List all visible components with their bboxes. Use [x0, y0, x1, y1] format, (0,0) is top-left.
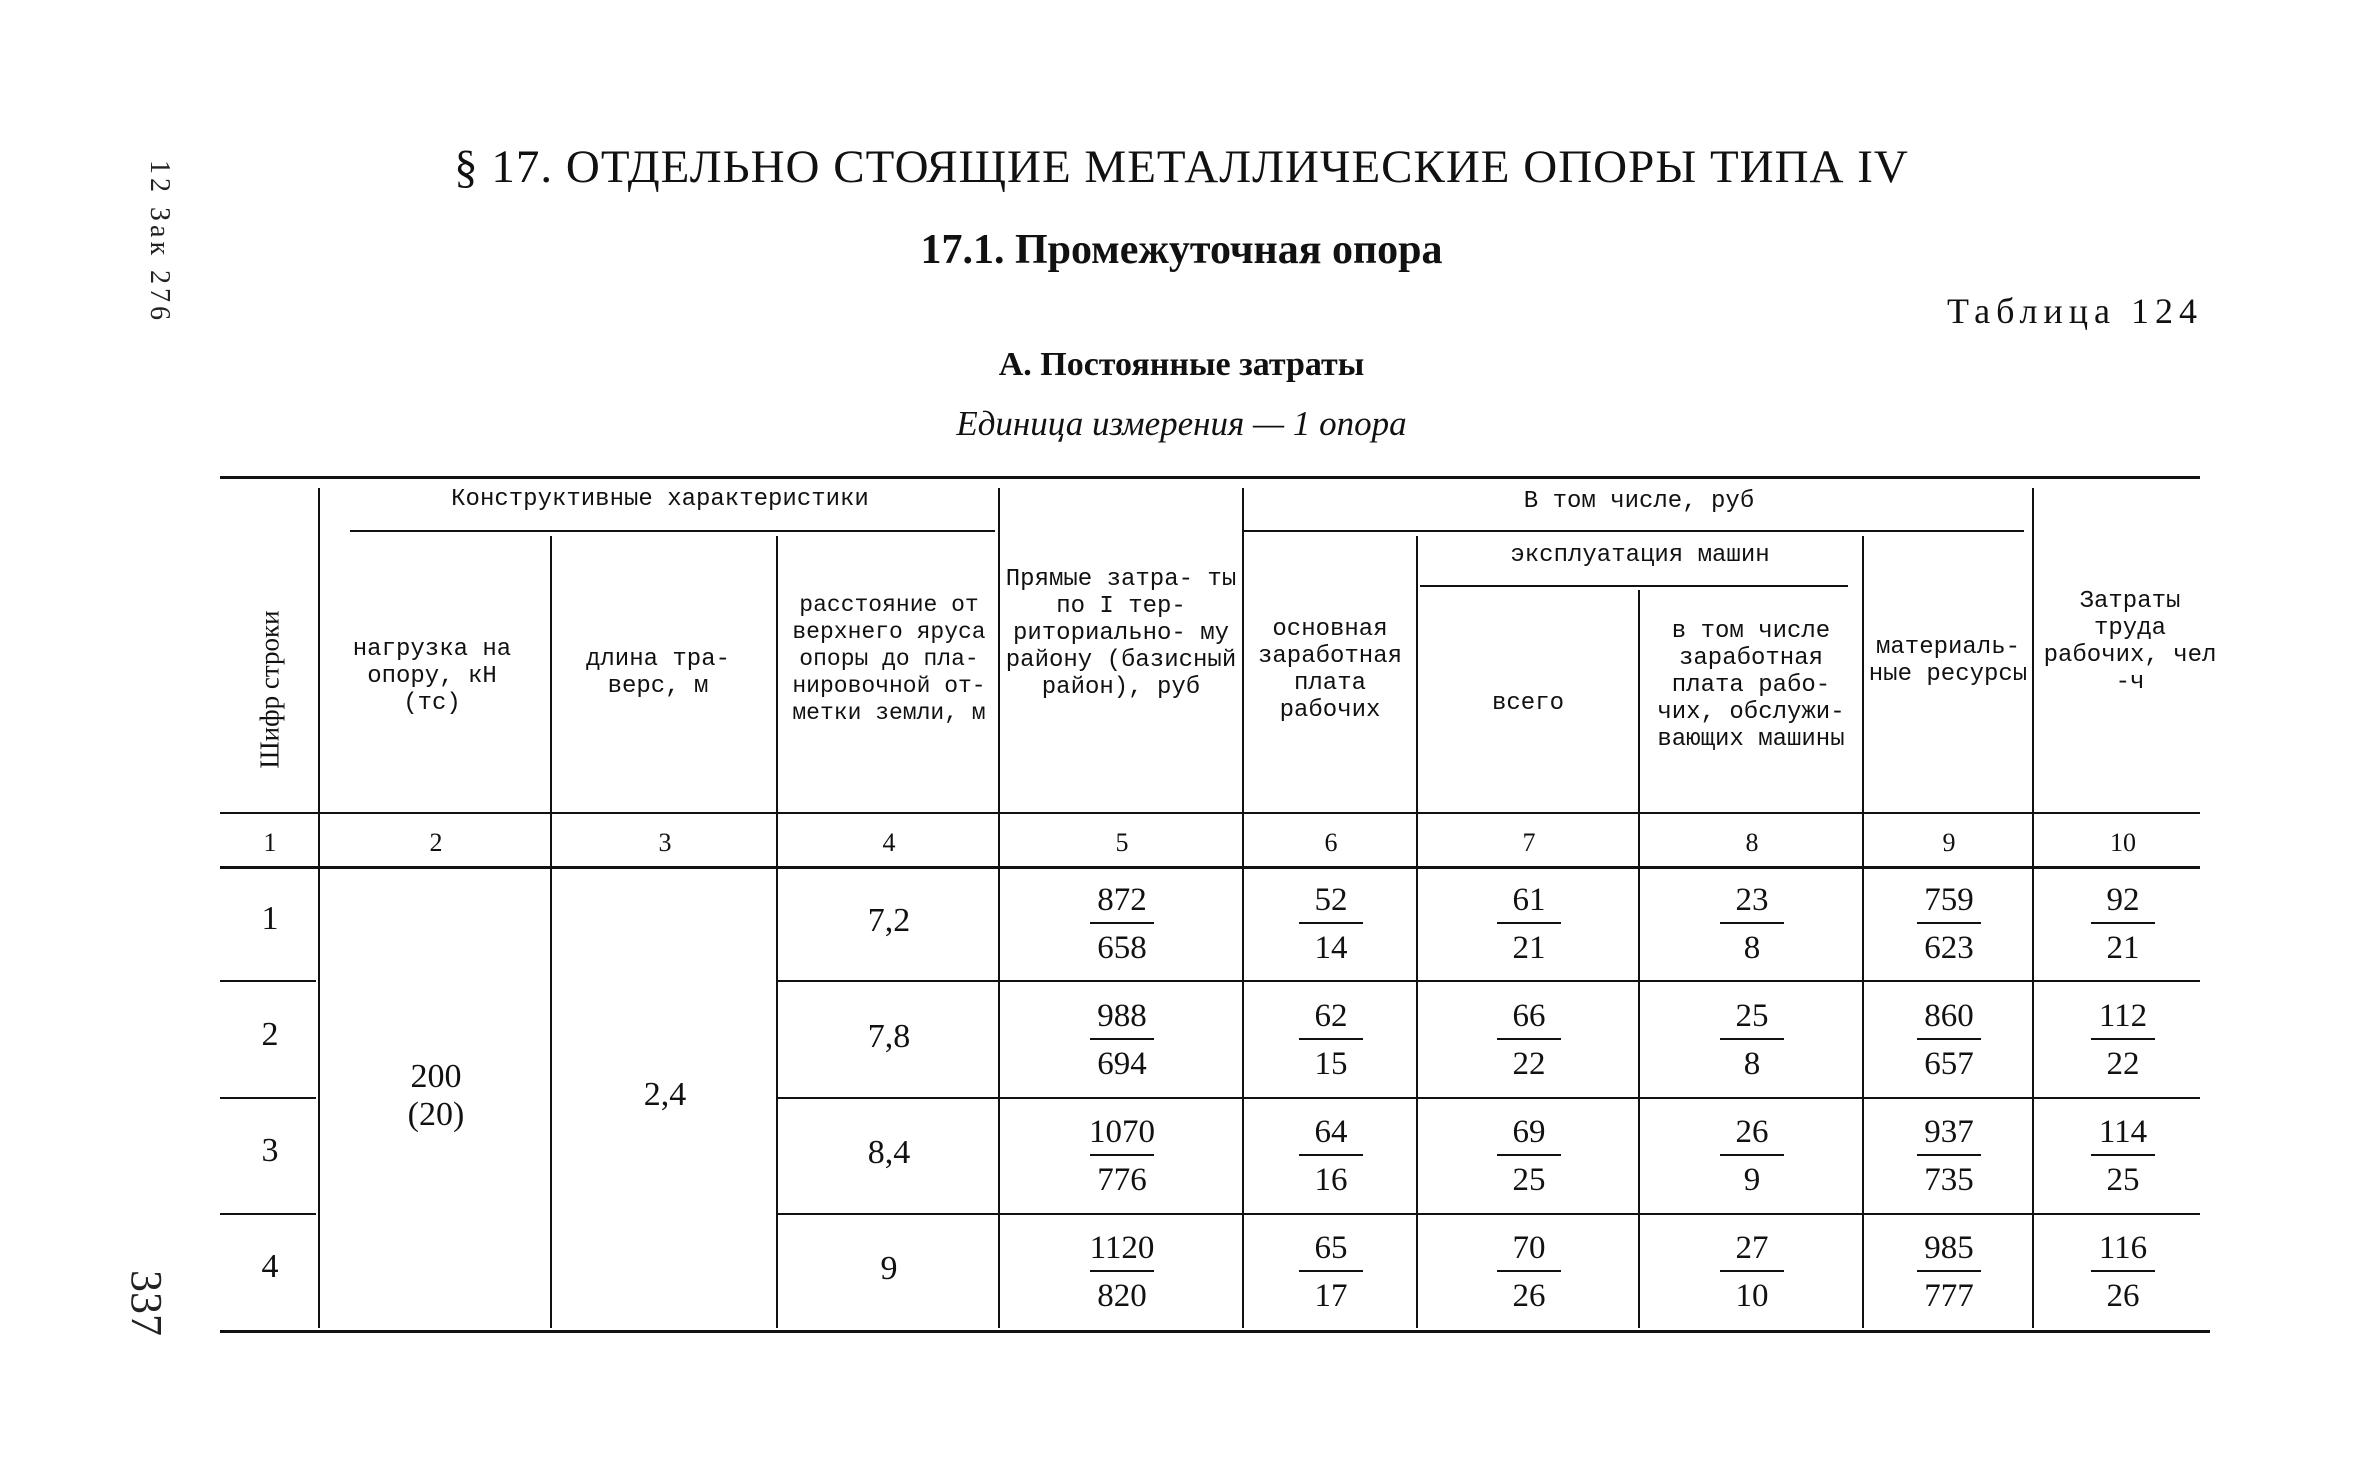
- col-divider-9: [2032, 488, 2034, 1328]
- col-divider-7: [1638, 590, 1640, 1328]
- header-height: расстояние от верхнего яруса опоры до пла- нировочной от- метки земли, м: [792, 592, 986, 726]
- including-group-rule: [1244, 530, 2024, 532]
- materials-fraction: 860 657: [1866, 996, 2032, 1080]
- wage-fraction: 62 15: [1246, 996, 1416, 1080]
- column-number: 1: [263, 828, 277, 857]
- labor-fraction: 114 25: [2036, 1112, 2210, 1196]
- page-number: 337: [122, 1270, 171, 1336]
- column-number: 2: [429, 828, 443, 857]
- header-load: нагрузка на опору, кН (тс): [352, 636, 512, 717]
- column-number: 6: [1324, 828, 1338, 857]
- labor-fraction: 92 21: [2036, 880, 2210, 964]
- materials-fraction: 985 777: [1866, 1228, 2032, 1312]
- row-rule-3: [220, 1213, 316, 1215]
- height-value: 9: [880, 1250, 898, 1287]
- machines-wage-fraction: 26 9: [1642, 1112, 1862, 1196]
- header-bottom-rule: [220, 812, 2200, 814]
- machines-wage-fraction: 25 8: [1642, 996, 1862, 1080]
- wage-fraction: 64 16: [1246, 1112, 1416, 1196]
- height-value: 7,8: [867, 1018, 911, 1055]
- table-number: Таблица 124: [1947, 291, 2203, 331]
- column-number: 9: [1942, 828, 1956, 857]
- traverse-length-value: 2,4: [643, 1076, 687, 1113]
- column-number: 4: [882, 828, 896, 857]
- materials-fraction: 937 735: [1866, 1112, 2032, 1196]
- including-group-header: В том числе, руб: [1523, 488, 1755, 515]
- col-divider-6: [1416, 536, 1418, 1328]
- header-wage: основная заработная плата рабочих: [1257, 616, 1403, 724]
- colnum-bottom-rule: [220, 866, 2200, 869]
- table-top-rule: [220, 476, 2200, 479]
- load-value: 200 (20): [407, 1058, 465, 1133]
- column-number: 3: [658, 828, 672, 857]
- col-divider-4: [998, 488, 1000, 1328]
- row-code: 4: [261, 1248, 279, 1285]
- row-code: 2: [261, 1016, 279, 1053]
- machines-group-rule: [1420, 585, 1848, 587]
- machines-total-fraction: 69 25: [1420, 1112, 1638, 1196]
- direct-cost-fraction: 1070 776: [1089, 1114, 1155, 1198]
- row-code: 3: [261, 1132, 279, 1169]
- col-divider-1: [318, 488, 320, 1328]
- wage-fraction: 52 14: [1246, 880, 1416, 964]
- design-group-rule: [350, 530, 995, 532]
- direct-cost-fraction: 988 694: [1002, 996, 1242, 1080]
- header-machines-wage: в том числе заработная плата рабо- чих, обслужи- вающих машины: [1657, 618, 1845, 753]
- wage-fraction: 65 17: [1246, 1228, 1416, 1312]
- header-row-code: Шифр строки: [254, 610, 285, 769]
- height-value: 8,4: [867, 1134, 911, 1171]
- row-rule-1: [220, 980, 316, 982]
- header-labor: Затраты труда рабочих, чел -ч: [2043, 588, 2217, 696]
- table-unit: Единица измерения — 1 опора: [956, 404, 1407, 443]
- labor-fraction: 112 22: [2036, 996, 2210, 1080]
- col-divider-8: [1862, 536, 1864, 1328]
- row-rule-2b: [778, 1097, 2200, 1099]
- column-number: 10: [2110, 828, 2136, 857]
- design-group-header: Конструктивные характеристики: [451, 486, 869, 513]
- row-rule-2: [220, 1097, 316, 1099]
- section-title: § 17. ОТДЕЛЬНО СТОЯЩИЕ МЕТАЛЛИЧЕСКИЕ ОПОРЫ ТИПА IV: [454, 141, 1909, 193]
- table-bottom-rule: [220, 1330, 2210, 1333]
- machines-total-fraction: 70 26: [1420, 1228, 1638, 1312]
- column-number: 5: [1115, 828, 1129, 857]
- col-divider-3: [776, 536, 778, 1328]
- labor-fraction: 116 26: [2036, 1228, 2210, 1312]
- archive-note: 12 Зак 276: [144, 160, 175, 325]
- col-divider-5: [1242, 488, 1244, 1328]
- machines-wage-fraction: 23 8: [1642, 880, 1862, 964]
- header-traverse: длина тра- верс, м: [585, 646, 731, 700]
- header-direct-costs: Прямые затра- ты по I тер- риториально- му району (базисный район), руб: [1005, 566, 1237, 701]
- col-divider-2: [550, 536, 552, 1328]
- header-materials: материаль- ные ресурсы: [1868, 634, 2028, 688]
- column-number: 8: [1745, 828, 1759, 857]
- machines-total-fraction: 66 22: [1420, 996, 1638, 1080]
- machines-total-fraction: 61 21: [1420, 880, 1638, 964]
- direct-cost-fraction: 1120 820: [1089, 1230, 1155, 1314]
- subsection-title: 17.1. Промежуточная опора: [920, 227, 1443, 273]
- height-value: 7,2: [867, 902, 911, 939]
- table-part-title: А. Постоянные затраты: [998, 346, 1365, 383]
- row-rule-1b: [778, 980, 2200, 982]
- materials-fraction: 759 623: [1866, 880, 2032, 964]
- column-number: 7: [1522, 828, 1536, 857]
- header-machines-total: всего: [1491, 690, 1564, 717]
- machines-group-header: эксплуатация машин: [1510, 542, 1770, 569]
- row-code: 1: [261, 900, 279, 937]
- machines-wage-fraction: 27 10: [1642, 1228, 1862, 1312]
- direct-cost-fraction: 872 658: [1002, 880, 1242, 964]
- row-rule-3b: [778, 1213, 2200, 1215]
